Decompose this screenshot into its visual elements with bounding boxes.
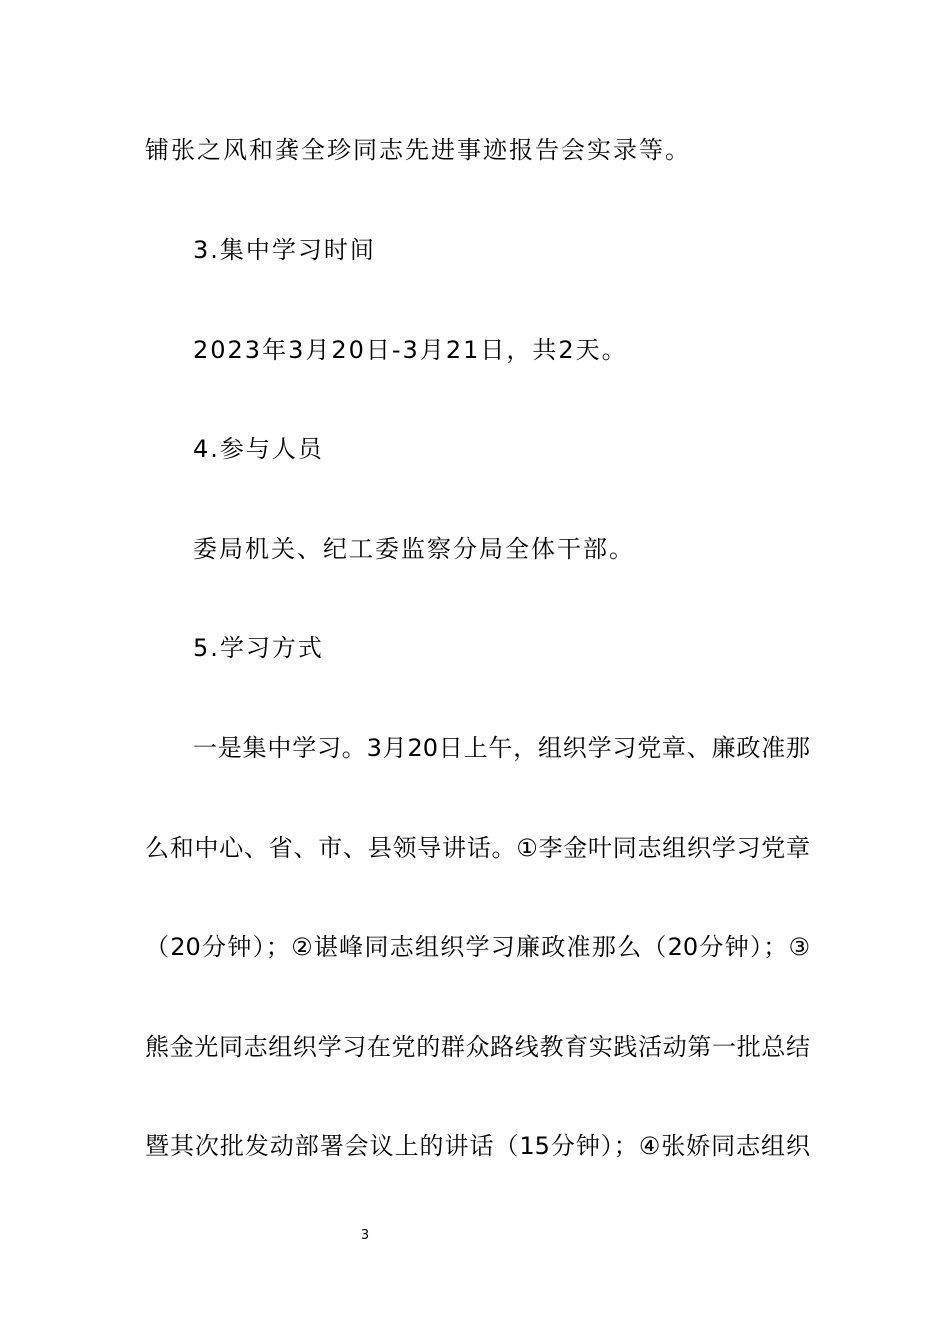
paragraph-line: 暨其次批发动部署会议上的讲话（15分钟）；④张娇同志组织 bbox=[145, 1132, 810, 1160]
paragraph-line: 熊金光同志组织学习在党的群众路线教育实践活动第一批总结 bbox=[145, 1033, 810, 1061]
paragraph-line: 铺张之风和龚全珍同志先进事迹报告会实录等。 bbox=[145, 136, 691, 164]
paragraph-line: 么和中心、省、市、县领导讲话。①李金叶同志组织学习党章 bbox=[145, 834, 810, 862]
section-heading: 5.学习方式 bbox=[193, 634, 324, 662]
paragraph-line: （20分钟）；②谌峰同志组织学习廉政准那么（20分钟）；③ bbox=[145, 933, 810, 961]
page-number: 3 bbox=[360, 1228, 370, 1243]
paragraph-line: 委局机关、纪工委监察分局全体干部。 bbox=[193, 535, 635, 563]
section-heading: 3.集中学习时间 bbox=[193, 236, 376, 264]
paragraph-line: 一是集中学习。3月20日上午，组织学习党章、廉政准那 bbox=[193, 734, 810, 762]
section-heading: 4.参与人员 bbox=[193, 435, 324, 463]
paragraph-line: 2023年3月20日-3月21日，共2天。 bbox=[193, 336, 628, 364]
